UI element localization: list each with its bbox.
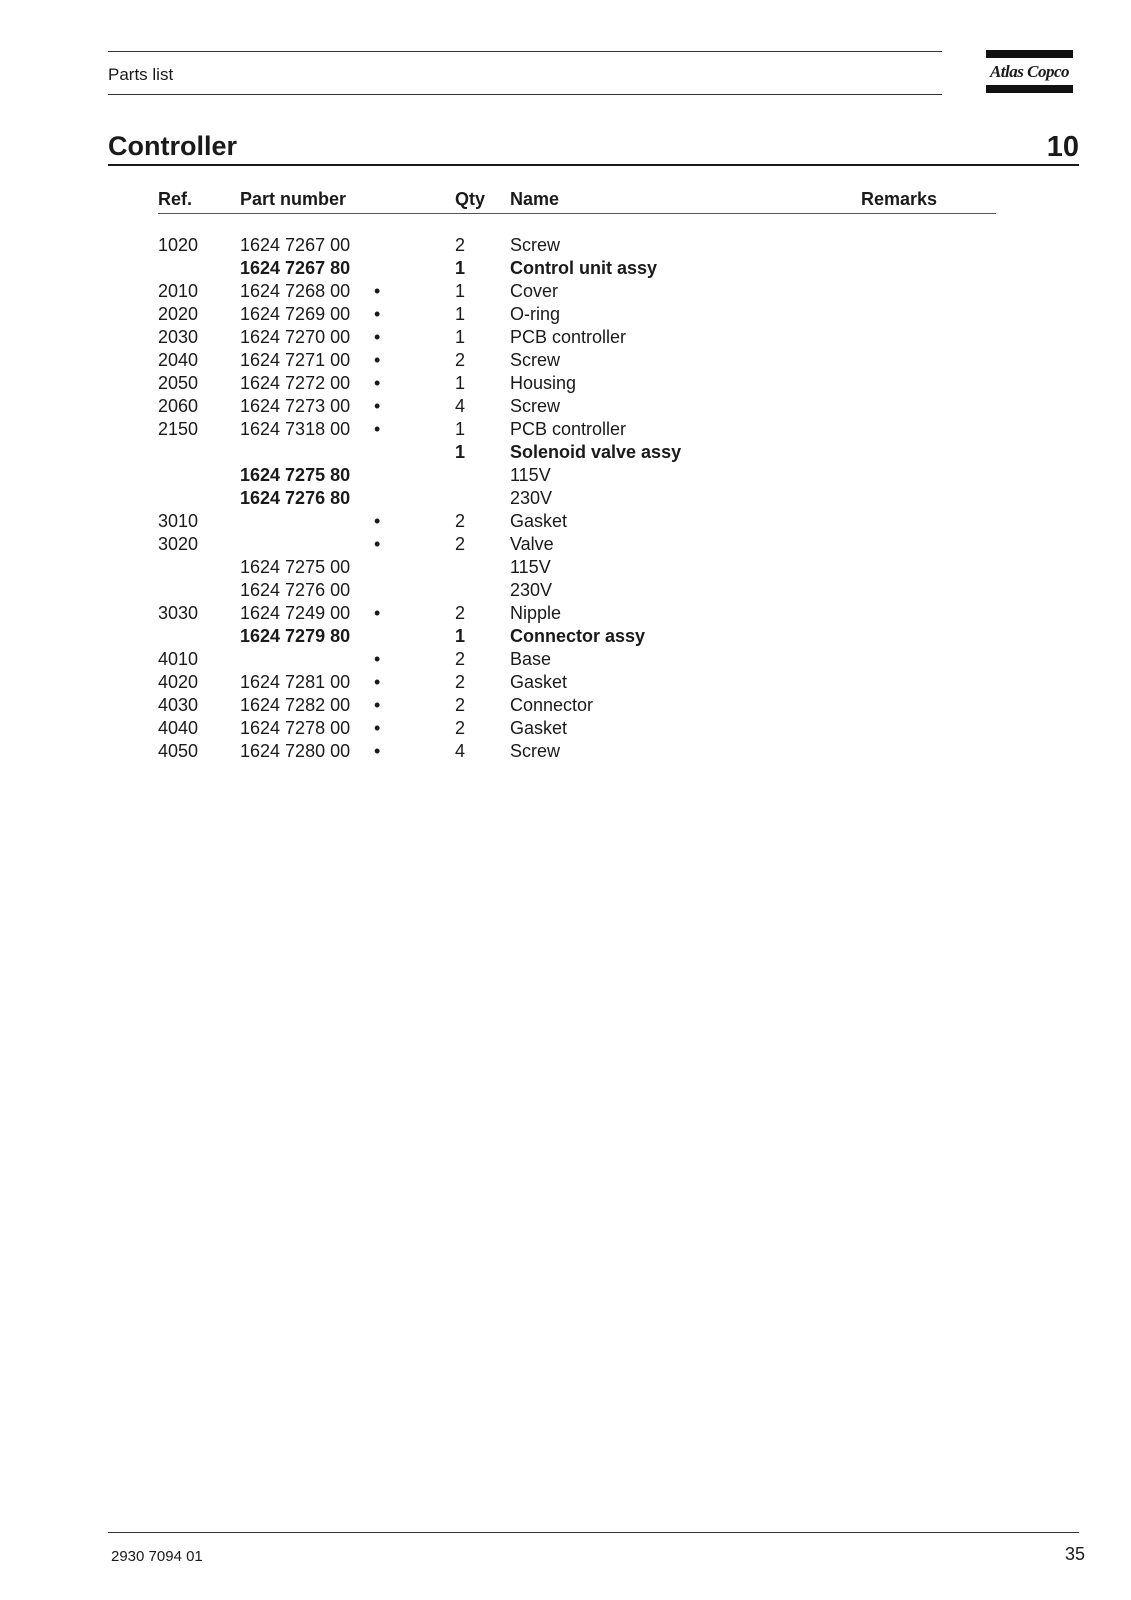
row-kit-marker: • xyxy=(374,672,381,692)
row-kit-marker: • xyxy=(374,741,381,761)
table-row xyxy=(0,602,1131,625)
row-qty: 2 xyxy=(455,350,466,370)
row-name: Connector xyxy=(510,695,594,715)
table-row xyxy=(0,533,1131,556)
row-name: Gasket xyxy=(510,672,568,692)
table-row xyxy=(0,556,1131,579)
row-qty: 1 xyxy=(455,327,466,347)
col-header-part-number: Part number xyxy=(240,189,347,209)
header-section-label: Parts list xyxy=(108,65,174,84)
row-qty: 1 xyxy=(455,258,466,278)
table-row xyxy=(0,717,1131,740)
row-ref: 3010 xyxy=(158,511,199,531)
row-kit-marker: • xyxy=(374,419,381,439)
row-kit-marker: • xyxy=(374,603,381,623)
row-part-number: 1624 7276 80 xyxy=(240,488,351,508)
section-title: Controller xyxy=(108,131,238,161)
row-qty: 2 xyxy=(455,511,466,531)
col-header-ref: Ref. xyxy=(158,189,193,209)
row-part-number: 1624 7282 00 xyxy=(240,695,351,715)
table-row xyxy=(0,372,1131,395)
row-name: PCB controller xyxy=(510,327,627,347)
header-bottom-rule xyxy=(108,94,942,95)
row-part-number: 1624 7269 00 xyxy=(240,304,351,324)
row-qty: 1 xyxy=(455,304,466,324)
row-name: Nipple xyxy=(510,603,562,623)
row-part-number: 1624 7272 00 xyxy=(240,373,351,393)
row-qty: 1 xyxy=(455,281,466,301)
row-ref: 4020 xyxy=(158,672,199,692)
logo-bottom-bar xyxy=(986,85,1073,93)
table-row xyxy=(0,671,1131,694)
section-number: 10 xyxy=(1046,131,1079,163)
row-qty: 2 xyxy=(455,603,466,623)
row-part-number: 1624 7281 00 xyxy=(240,672,351,692)
table-row xyxy=(0,326,1131,349)
row-qty: 2 xyxy=(455,534,466,554)
row-kit-marker: • xyxy=(374,649,381,669)
row-qty: 4 xyxy=(455,741,466,761)
row-name: 230V xyxy=(510,580,553,600)
row-qty: 2 xyxy=(455,695,466,715)
row-kit-marker: • xyxy=(374,373,381,393)
table-row xyxy=(0,648,1131,671)
row-part-number: 1624 7273 00 xyxy=(240,396,351,416)
row-qty: 1 xyxy=(455,373,466,393)
row-name: Control unit assy xyxy=(510,258,658,278)
table-row xyxy=(0,625,1131,648)
logo-top-bar xyxy=(986,50,1073,58)
table-header-rule xyxy=(158,213,996,214)
row-part-number: 1624 7249 00 xyxy=(240,603,351,623)
row-part-number: 1624 7268 00 xyxy=(240,281,351,301)
row-ref: 4010 xyxy=(158,649,199,669)
row-part-number: 1624 7275 80 xyxy=(240,465,351,485)
row-qty: 2 xyxy=(455,718,466,738)
row-name: Cover xyxy=(510,281,559,301)
row-qty: 1 xyxy=(455,442,466,462)
table-row xyxy=(0,510,1131,533)
row-kit-marker: • xyxy=(374,350,381,370)
table-row xyxy=(0,464,1131,487)
row-ref: 1020 xyxy=(158,235,199,255)
row-part-number: 1624 7318 00 xyxy=(240,419,351,439)
row-qty: 2 xyxy=(455,235,466,255)
row-part-number: 1624 7275 00 xyxy=(240,557,351,577)
row-kit-marker: • xyxy=(374,534,381,554)
row-qty: 2 xyxy=(455,672,466,692)
col-header-name: Name xyxy=(510,189,560,209)
table-row xyxy=(0,740,1131,763)
table-row xyxy=(0,487,1131,510)
footer-rule xyxy=(108,1532,1079,1533)
row-ref: 2020 xyxy=(158,304,199,324)
row-name: PCB controller xyxy=(510,419,627,439)
row-qty: 1 xyxy=(455,419,466,439)
table-row xyxy=(0,441,1131,464)
row-kit-marker: • xyxy=(374,695,381,715)
row-name: Screw xyxy=(510,235,561,255)
row-name: Screw xyxy=(510,741,561,761)
table-row xyxy=(0,257,1131,280)
table-row xyxy=(0,418,1131,441)
row-kit-marker: • xyxy=(374,304,381,324)
row-name: 115V xyxy=(510,465,551,485)
row-ref: 4050 xyxy=(158,741,199,761)
row-kit-marker: • xyxy=(374,281,381,301)
row-part-number: 1624 7267 00 xyxy=(240,235,351,255)
header-top-rule xyxy=(108,51,942,52)
row-qty: 1 xyxy=(455,626,466,646)
row-name: O-ring xyxy=(510,304,561,324)
table-row xyxy=(0,234,1131,257)
row-qty: 4 xyxy=(455,396,466,416)
row-name: 230V xyxy=(510,488,553,508)
footer-page-number: 35 xyxy=(1064,1544,1085,1564)
logo-wordmark: Atlas Copco xyxy=(989,62,1070,81)
col-header-qty: Qty xyxy=(455,189,486,209)
row-name: Valve xyxy=(510,534,554,554)
row-part-number: 1624 7270 00 xyxy=(240,327,351,347)
row-kit-marker: • xyxy=(374,396,381,416)
col-header-remarks: Remarks xyxy=(861,189,938,209)
table-row xyxy=(0,395,1131,418)
row-name: Housing xyxy=(510,373,577,393)
row-ref: 2030 xyxy=(158,327,199,347)
row-ref: 3020 xyxy=(158,534,199,554)
table-row xyxy=(0,579,1131,602)
row-name: Base xyxy=(510,649,552,669)
row-ref: 4040 xyxy=(158,718,199,738)
table-row xyxy=(0,280,1131,303)
section-rule xyxy=(108,164,1079,166)
row-qty: 2 xyxy=(455,649,466,669)
row-kit-marker: • xyxy=(374,327,381,347)
footer-document-number: 2930 7094 01 xyxy=(111,1548,203,1565)
row-ref: 2010 xyxy=(158,281,199,301)
row-name: 115V xyxy=(510,557,551,577)
row-part-number: 1624 7267 80 xyxy=(240,258,351,278)
row-part-number: 1624 7280 00 xyxy=(240,741,351,761)
row-name: Solenoid valve assy xyxy=(510,442,682,462)
table-row xyxy=(0,694,1131,717)
row-name: Connector assy xyxy=(510,626,646,646)
row-name: Gasket xyxy=(510,511,568,531)
row-name: Screw xyxy=(510,350,561,370)
row-ref: 3030 xyxy=(158,603,199,623)
row-part-number: 1624 7279 80 xyxy=(240,626,351,646)
table-row xyxy=(0,349,1131,372)
row-ref: 4030 xyxy=(158,695,199,715)
row-ref: 2150 xyxy=(158,419,199,439)
row-ref: 2060 xyxy=(158,396,199,416)
row-ref: 2050 xyxy=(158,373,199,393)
row-part-number: 1624 7278 00 xyxy=(240,718,351,738)
row-name: Gasket xyxy=(510,718,568,738)
parts-table-body xyxy=(0,234,1131,763)
row-part-number: 1624 7276 00 xyxy=(240,580,351,600)
table-row xyxy=(0,303,1131,326)
row-kit-marker: • xyxy=(374,718,381,738)
row-part-number: 1624 7271 00 xyxy=(240,350,351,370)
row-kit-marker: • xyxy=(374,511,381,531)
atlas-copco-logo xyxy=(986,50,1073,94)
row-name: Screw xyxy=(510,396,561,416)
row-ref: 2040 xyxy=(158,350,199,370)
